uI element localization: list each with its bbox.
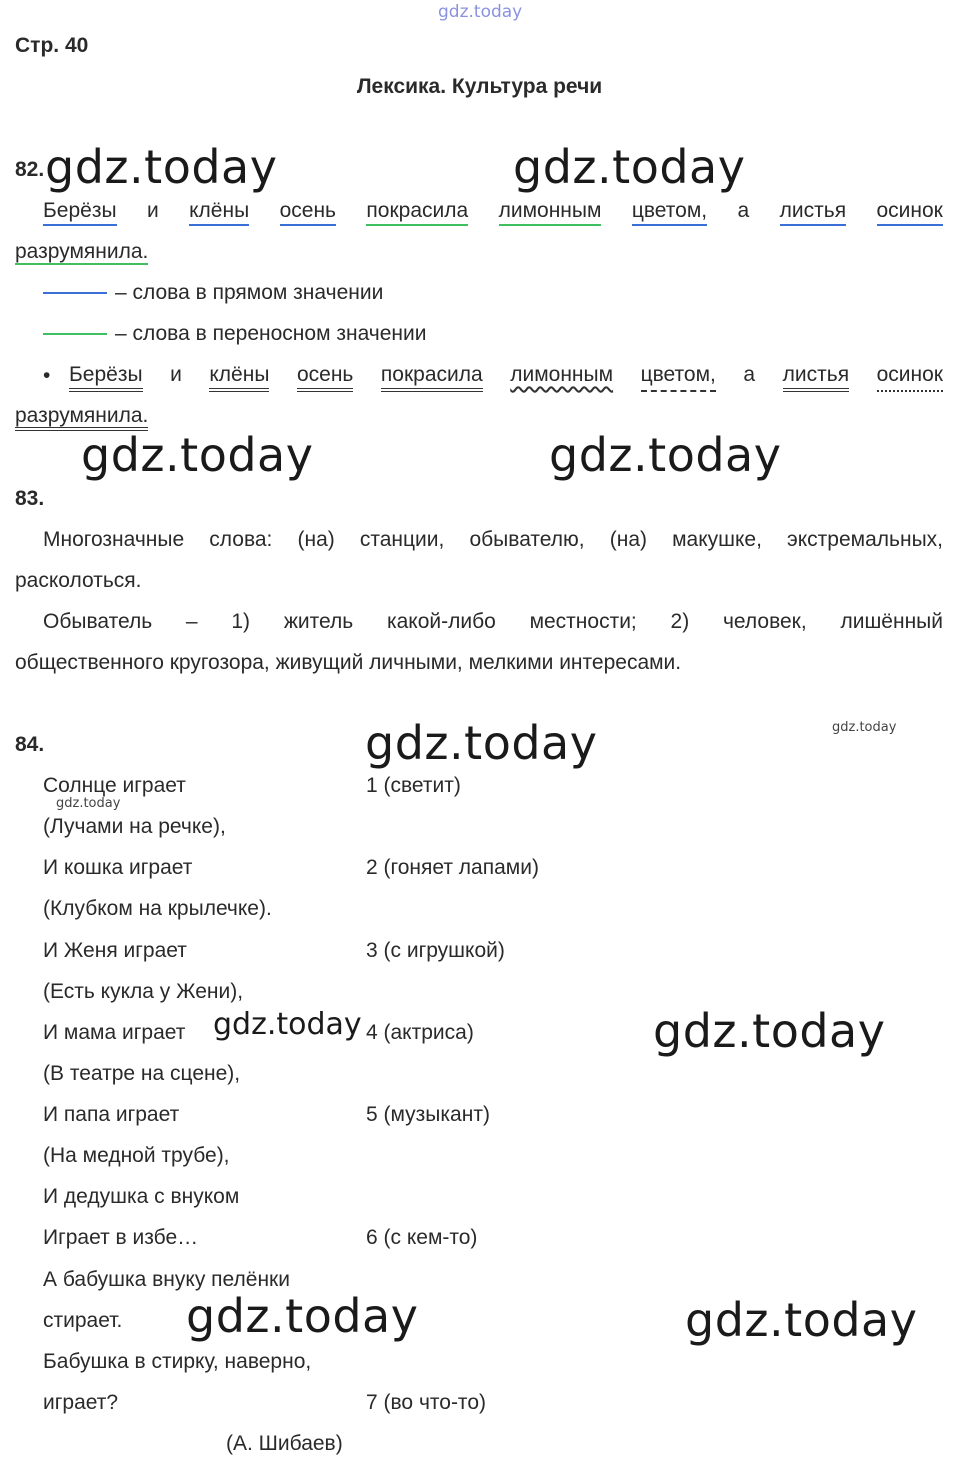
legend-direct-text: – слова в прямом значении xyxy=(115,281,384,304)
ex82-sentence-line-1 xyxy=(43,198,943,226)
word: – xyxy=(185,610,198,633)
poem-line: (Есть кукла у Жени), xyxy=(43,980,244,1003)
word-direct: осень xyxy=(280,198,336,226)
word: (на) xyxy=(297,528,335,551)
word-attribute: лимонным xyxy=(510,363,614,386)
word: 2) xyxy=(670,610,690,633)
watermark: gdz.today xyxy=(513,140,746,194)
word-attribute: осинок xyxy=(877,362,943,392)
exercise-84-number: 84. xyxy=(15,733,45,756)
word-subject: клёны xyxy=(209,362,269,392)
word-figurative: покрасила xyxy=(366,198,468,226)
word: какой-либо xyxy=(386,610,496,633)
watermark-top: gdz.today xyxy=(438,2,523,22)
page-label: Стр. 40 xyxy=(15,34,89,57)
meaning: 7 (во что-то) xyxy=(366,1391,486,1414)
watermark: gdz.today xyxy=(45,140,278,194)
meaning: 2 (гоняет лапами) xyxy=(366,856,539,879)
ex82-parsed-line-1 xyxy=(69,362,943,392)
exercise-83-number: 83. xyxy=(15,487,45,510)
ex83-p1-line-1 xyxy=(43,527,943,553)
word-object: цветом, xyxy=(641,362,716,392)
bullet: • xyxy=(43,364,51,387)
legend-blue-line xyxy=(43,292,107,294)
word: (на) xyxy=(609,528,647,551)
poem-line: И мама играет xyxy=(43,1021,186,1044)
legend-direct xyxy=(43,280,383,306)
ex82-sentence-line-2 xyxy=(15,239,148,265)
word: станции, xyxy=(359,528,445,551)
word: макушке, xyxy=(672,528,762,551)
word: 1) xyxy=(231,610,251,633)
exercise-82-number: 82. xyxy=(15,158,45,181)
word: и xyxy=(170,363,182,386)
poem-line: Играет в избе… xyxy=(43,1226,199,1249)
poem-line: А бабушка внуку пелёнки xyxy=(43,1268,290,1291)
watermark: gdz.today xyxy=(365,716,598,770)
word: а xyxy=(743,363,756,386)
poem-line: Бабушка в стирку, наверно, xyxy=(43,1350,312,1373)
poem-line: (В театре на сцене), xyxy=(43,1062,241,1085)
watermark: gdz.today xyxy=(685,1293,918,1347)
word: Обыватель xyxy=(43,610,153,633)
poem-line: стирает. xyxy=(43,1309,123,1332)
poem-line: И папа играет xyxy=(43,1103,180,1126)
word: слова: xyxy=(209,528,273,551)
word-direct: листья xyxy=(780,198,846,226)
word-subject: осень xyxy=(297,362,353,392)
word-direct: осинок xyxy=(877,198,943,226)
word-predicate: разрумянила. xyxy=(15,404,148,431)
legend-figurative xyxy=(43,321,426,347)
word-direct: Берёзы xyxy=(43,198,117,226)
word: а xyxy=(737,199,750,222)
meaning: 5 (музыкант) xyxy=(366,1103,490,1126)
word-figurative: разрумянила. xyxy=(15,240,149,263)
meaning: 6 (с кем-то) xyxy=(366,1226,478,1249)
word-subject: листья xyxy=(783,362,849,392)
watermark-small: gdz.today xyxy=(832,720,897,735)
poem-line: (Клубком на крылечке). xyxy=(43,897,272,920)
word: местности; xyxy=(529,610,637,633)
watermark: gdz.today xyxy=(81,428,314,482)
word-predicate: покрасила xyxy=(381,362,483,392)
ex82-parsed-line-2 xyxy=(15,403,148,429)
word: человек, xyxy=(722,610,807,633)
meaning: 3 (с игрушкой) xyxy=(366,939,505,962)
section-title: Лексика. Культура речи xyxy=(356,75,603,98)
word: Многозначные xyxy=(43,528,185,551)
word: обывателю, xyxy=(469,528,585,551)
poem-line: Солнце играет xyxy=(43,774,186,797)
word-figurative: лимонным xyxy=(499,198,602,226)
meaning: 1 (светит) xyxy=(366,774,461,797)
poem-line: играет? xyxy=(43,1391,119,1414)
watermark-small: gdz.today xyxy=(56,796,121,811)
legend-green-line xyxy=(43,333,107,335)
meaning: 4 (актриса) xyxy=(366,1021,474,1044)
poem-line: (На медной трубе), xyxy=(43,1144,230,1167)
poem-line: И Женя играет xyxy=(43,939,187,962)
poem-author: (А. Шибаев) xyxy=(226,1432,343,1455)
poem-line: И дедушка с внуком xyxy=(43,1185,240,1208)
legend-figurative-text: – слова в переносном значении xyxy=(115,322,427,345)
watermark: gdz.today xyxy=(549,428,782,482)
ex83-p2-line-1 xyxy=(43,609,943,635)
ex83-p1-line-2: расколоться. xyxy=(15,569,142,592)
word-subject: Берёзы xyxy=(69,362,143,392)
word: экстремальных, xyxy=(787,528,943,551)
poem-line: (Лучами на речке), xyxy=(43,815,226,838)
word: житель xyxy=(283,610,354,633)
word-direct: клёны xyxy=(189,198,249,226)
poem-line: И кошка играет xyxy=(43,856,193,879)
word: лишённый xyxy=(840,610,943,633)
watermark: gdz.today xyxy=(213,1007,362,1042)
word-direct: цветом, xyxy=(632,198,707,226)
watermark: gdz.today xyxy=(186,1289,419,1343)
ex83-p2-line-2: общественного кругозора, живущий личными, мелкими интересами. xyxy=(15,651,682,674)
word: и xyxy=(146,199,159,222)
watermark: gdz.today xyxy=(653,1004,886,1058)
